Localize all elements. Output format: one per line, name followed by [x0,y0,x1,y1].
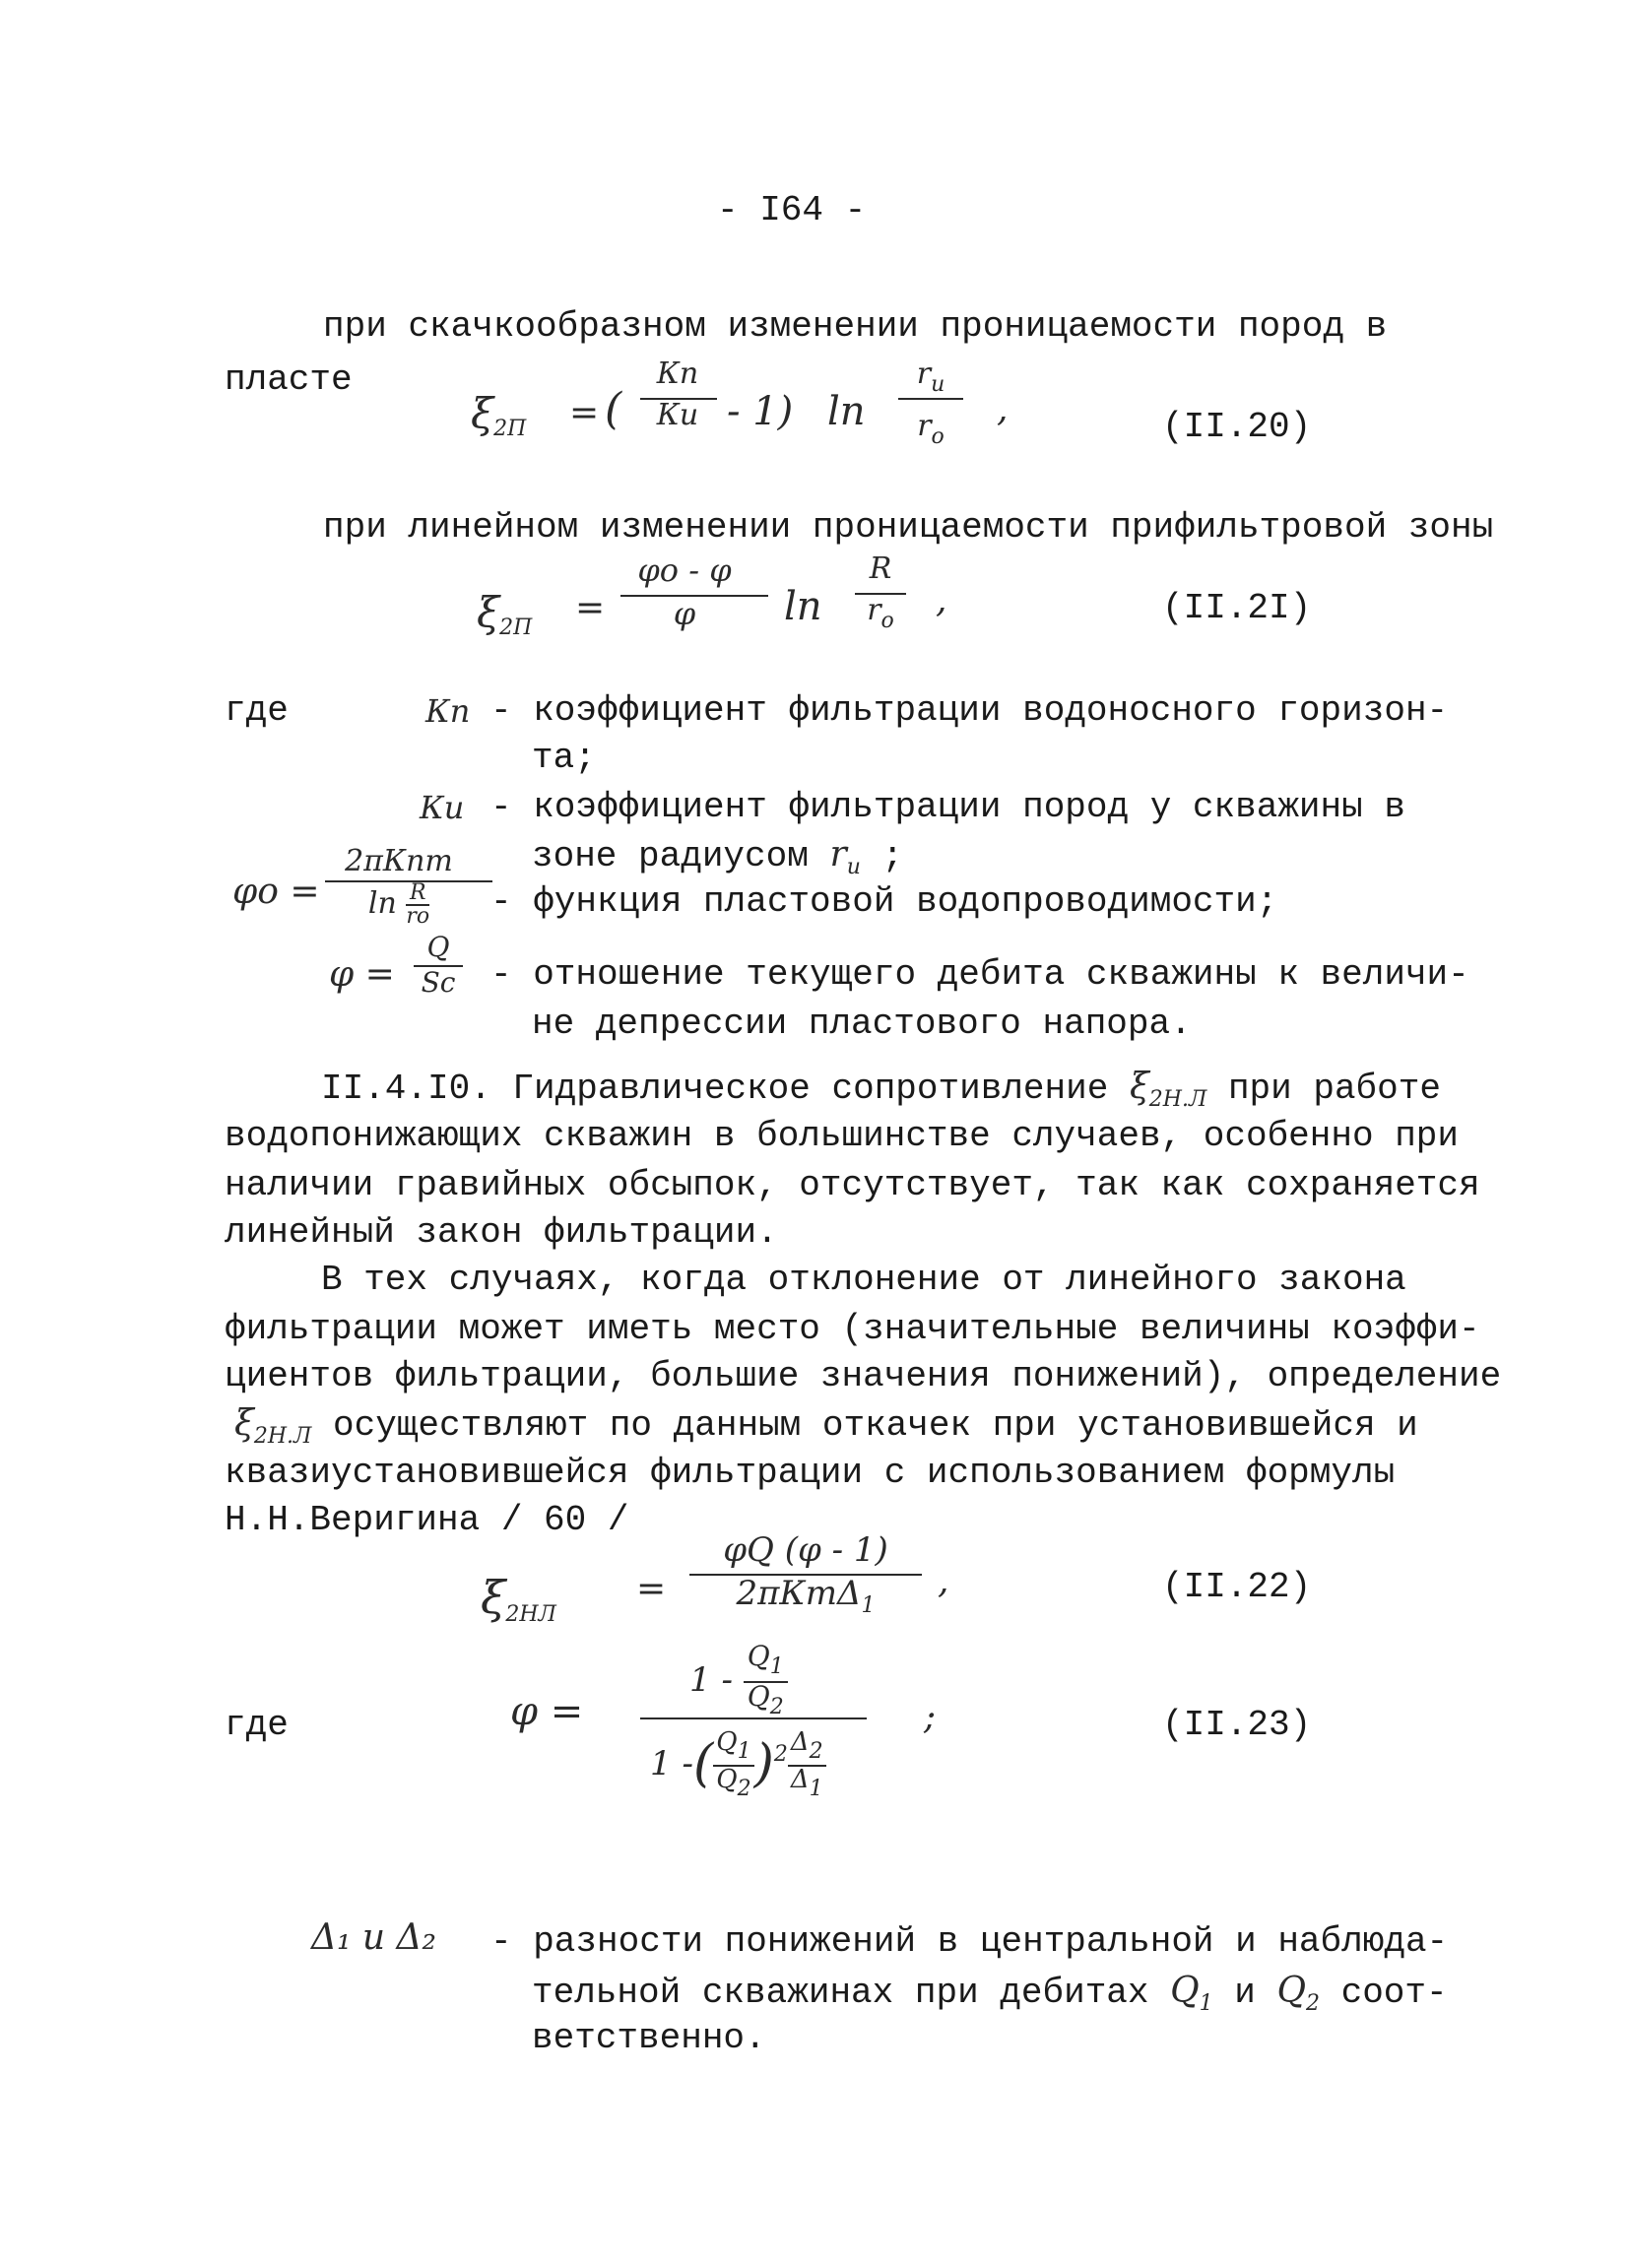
para2-xi-symbol: $\xi_{2Н.Л}$ [234,1403,312,1449]
kp-symbol: Кп [425,692,471,730]
para1-line3: наличии гравийных обсыпок, отсутствует, так как сохраняется [225,1165,1480,1205]
eq23-bot-paren-num: $Q_1$ [713,1729,753,1767]
phi0-frac-bar [325,880,492,882]
phi-text-line1: - отношение текущего дебита скважины к величи- [490,954,1469,995]
eq20-minus-one: - 1) [727,389,794,434]
eq20-frac2 [896,356,965,455]
eq23-bot-frac-den: $\Delta_1$ [790,1765,823,1801]
ki-text-line2: зоне радиусом $r_и$ ; [532,834,904,879]
ki-symbol: Ки [420,789,465,826]
eq21-frac-num: φo - φ [637,551,732,589]
intro1-line1: при скачкообразном изменении проницаемости пород в [323,306,1388,347]
para1-line1: II.4.I0. Гидравлическое сопротивление $\xi_{2Н.Л}$ при работе [321,1067,1441,1112]
eq21-frac2-num: R [869,551,892,586]
kp-text-line2: та; [532,738,596,778]
eq23-lhs: φ = [510,1689,584,1734]
eq21-frac [611,551,758,632]
eq21-number: (II.2I) [1162,588,1312,628]
eq23-top-frac-num: $Q_1$ [744,1643,788,1683]
para2-line1: В тех случаях, когда отклонение от линейного закона [321,1260,1406,1300]
para1-line2: водопонижающих скважин в большинстве случаев, особенно при [225,1116,1460,1156]
q1-symbol: $Q_1$ [1170,1971,1213,2016]
q2-symbol: $Q_2$ [1276,1971,1320,2016]
eq22-frac-den: 2πКmΔ$_1$ [736,1574,876,1618]
eq20-number: (II.20) [1162,407,1312,447]
eq20-frac1 [638,356,717,433]
para2-line4: $\xi_{2Н.Л}$ осуществляют по данным откачек при установившейся и [234,1403,1418,1449]
eq20-frac1-num: Кп [656,356,699,391]
eq21-frac2-bar [855,593,906,595]
eq23-top: 1 - $\frac{Q_1}{Q_2}$ [689,1643,788,1721]
phi0-frac-den: ln $\frac{R}{ro}$ [367,880,430,929]
eq22-lhs: $\xi_{2НЛ}$ [481,1571,556,1627]
eq20-tail: , [997,389,1009,429]
intro2-line: при линейном изменении проницаемости прифильтровой зоны [323,507,1494,548]
delta-text-line2: тельной скважинах при дебитах $Q_1$ и $Q_2$ соот- [532,1971,1448,2016]
phi0-lhs: φo = [232,872,320,912]
eq20-frac2-den: $r_o$ [917,409,945,449]
phi0-den-frac-num: R [406,882,429,906]
phi-lhs: φ = [329,954,395,995]
kp-text-line1: - коэффициент фильтрации водоносного горизон- [490,690,1449,731]
eq21-frac2 [853,551,908,639]
eq20-equals: = [569,393,600,433]
eq23-bottom: 1 -( $\frac{Q_1}{Q_2}$ )$^2$ $\frac{\Delta_2}{\Delta_1}$ [650,1729,826,1802]
eq21-tail: , [936,580,947,620]
eq21-frac-bar [620,595,768,597]
eq22-equals: = [636,1569,667,1609]
eq20-ln: ln [827,389,866,434]
intro1-line2: пласте [225,359,353,400]
eq21-frac-den: φ [673,595,696,632]
eq21-lhs: $\xi_{2П}$ [477,588,533,640]
eq22-tail: , [938,1561,949,1601]
para2-line5: квазиустановившейся фильтрации с использованием формулы [225,1453,1396,1493]
eq23-bot-frac-num: $\Delta_2$ [788,1729,826,1767]
eq23-main-bar [640,1717,867,1719]
eq20-open-paren: ( [605,384,622,434]
eq20-frac1-den: Ки [656,398,699,432]
where-label-2: где [225,1705,289,1745]
delta-text-line3: ветственно. [532,2018,766,2058]
ki-radius-symbol: $r_и$ [829,834,861,879]
eq20-frac2-bar [898,398,963,400]
phi-frac-bar [414,965,463,967]
phi-frac-den: Sc [421,966,456,999]
eq20-lhs: $\xi_{2П}$ [471,389,527,441]
para2-line2: фильтрации может иметь место (значительные величины коэффи- [225,1309,1480,1349]
phi-frac-num: Q [426,931,450,963]
eq21-frac2-den: $r_o$ [867,593,894,633]
delta-text-line1: - разности понижений в центральной и наблюда- [490,1921,1449,1962]
phi0-frac-num: 2πКпm [345,844,453,878]
para2-line6: Н.Н.Веригина / 60 / [225,1500,629,1540]
eq21-ln: ln [784,584,822,629]
ki-text-line1: - коэффициент фильтрации пород у скважины в [490,787,1405,827]
eq22-frac [687,1530,924,1626]
para1-xi-symbol: $\xi_{2Н.Л}$ [1129,1067,1207,1112]
para1-line4: линейный закон фильтрации. [225,1212,778,1253]
eq23-number: (II.23) [1162,1705,1312,1745]
eq20-frac2-num: $r_и$ [916,356,945,397]
eq23-tail: ; [924,1697,937,1737]
where-label-1: где [225,690,289,731]
delta-symbols: Δ₁ и Δ₂ [311,1917,436,1958]
eq20-frac1-bar [640,398,717,400]
phi0-text: - функция пластовой водопроводимости; [490,881,1278,922]
page-number: - I64 - [717,190,867,230]
para2-line3: циентов фильтрации, большие значения понижений), определение [225,1356,1502,1396]
eq22-number: (II.22) [1162,1567,1312,1607]
phi0-den-frac-den: ro [406,904,430,929]
phi0-frac [325,845,473,928]
eq23-top-frac-den: $Q_2$ [747,1680,784,1719]
phi-text-line2: не депрессии пластового напора. [532,1004,1192,1044]
eq21-equals: = [575,588,606,628]
eq22-frac-bar [689,1574,922,1576]
eq22-frac-num: φQ (φ - 1) [723,1530,888,1570]
eq23-bot-paren-den: $Q_2$ [716,1765,751,1801]
